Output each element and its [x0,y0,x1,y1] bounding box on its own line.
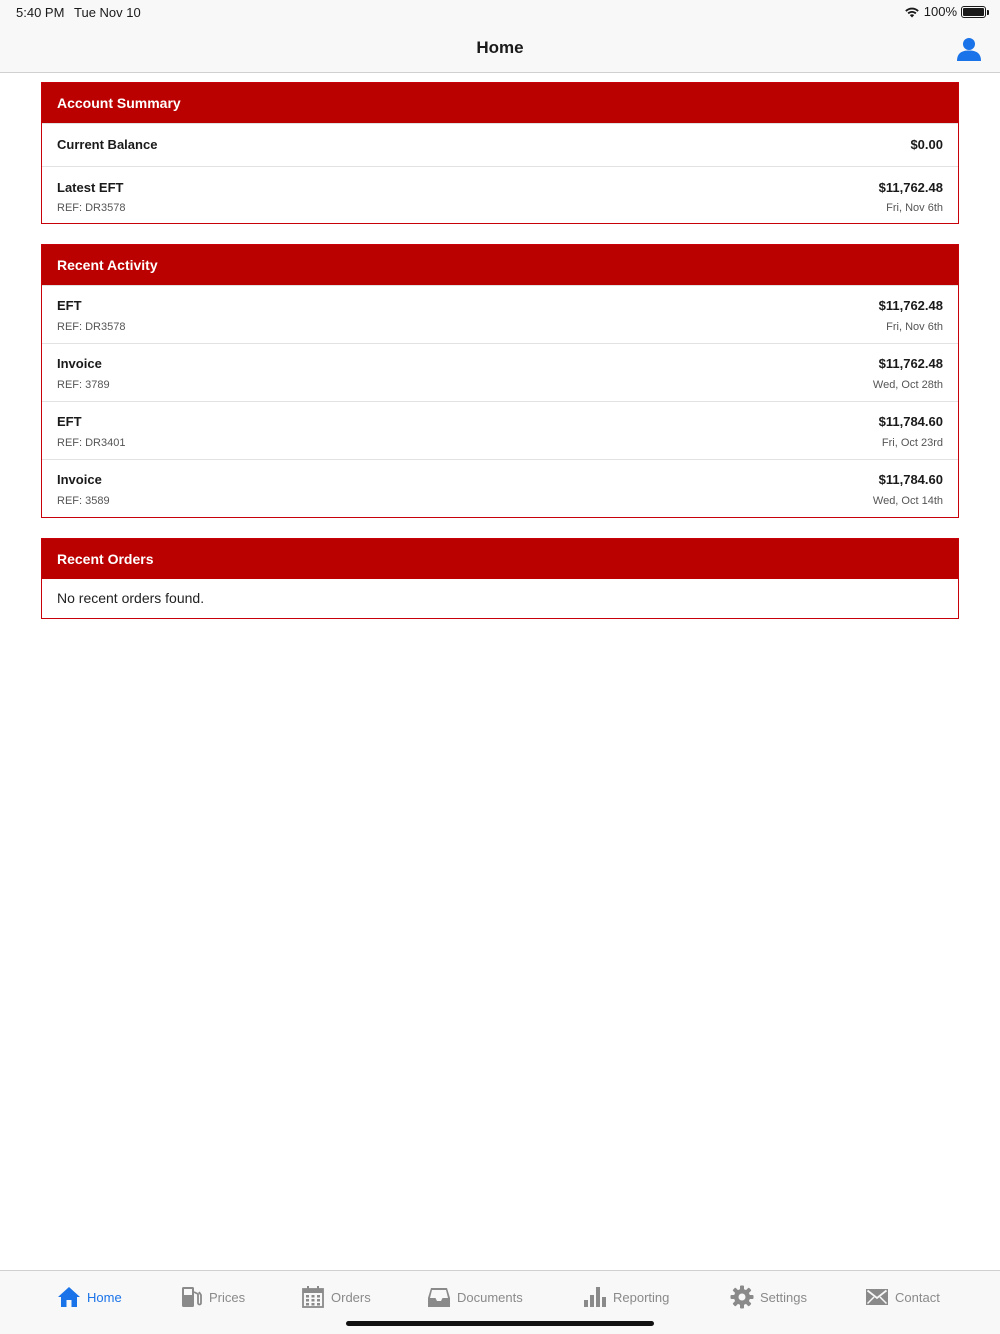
current-balance-label: Current Balance [57,137,158,152]
account-summary-header: Account Summary [42,83,958,123]
tab-label: Orders [331,1289,371,1305]
tab-label: Contact [895,1289,940,1305]
activity-type: Invoice [57,472,102,487]
activity-ref: REF: DR3578 [57,321,126,333]
tab-label: Settings [760,1289,807,1305]
activity-ref: REF: 3789 [57,379,110,391]
activity-type: Invoice [57,356,102,371]
activity-type: EFT [57,414,82,429]
latest-eft-ref: REF: DR3578 [57,202,126,214]
home-indicator[interactable] [346,1321,654,1326]
activity-date: Fri, Nov 6th [886,321,943,333]
tab-label: Reporting [613,1289,670,1305]
status-bar [0,0,1000,24]
tab-orders[interactable] [301,1283,371,1311]
wifi-icon [904,6,920,18]
activity-row[interactable] [42,459,958,517]
battery-percent: 100% [923,4,957,19]
activity-amount: $11,762.48 [878,356,943,371]
status-date: Tue Nov 10 [74,5,141,20]
recent-activity-header: Recent Activity [42,245,958,285]
navigation-bar [0,24,1000,73]
activity-date: Wed, Oct 28th [872,379,943,391]
no-orders-message: No recent orders found. [57,590,205,606]
activity-type: EFT [57,298,82,313]
activity-row[interactable] [42,343,958,401]
tab-contact[interactable] [865,1283,940,1311]
activity-amount: $11,762.48 [878,298,943,313]
tab-label: Home [87,1289,122,1305]
recent-orders-card [41,538,959,619]
activity-row[interactable] [42,401,958,459]
latest-eft-label: Latest EFT [57,180,124,195]
tab-label: Documents [457,1289,523,1305]
page-title: Home [476,38,524,57]
status-time: 5:40 PM [16,5,65,20]
tab-reporting[interactable] [583,1283,669,1311]
activity-ref: REF: DR3401 [57,437,126,449]
battery-icon [961,6,986,18]
user-icon [956,36,982,62]
tab-home[interactable] [57,1283,122,1311]
current-balance-row [42,123,958,166]
tab-documents[interactable] [427,1283,523,1311]
recent-orders-header: Recent Orders [42,539,958,579]
tab-prices[interactable] [179,1283,245,1311]
bar-chart-icon [583,1285,607,1309]
activity-amount: $11,784.60 [878,472,943,487]
envelope-icon [865,1285,889,1309]
status-right [904,4,986,19]
activity-date: Wed, Oct 14th [872,495,943,507]
fuel-pump-icon [179,1285,203,1309]
calendar-icon [301,1285,325,1309]
current-balance-value: $0.00 [910,137,943,152]
activity-date: Fri, Oct 23rd [881,437,943,449]
home-icon [57,1285,81,1309]
profile-button[interactable] [956,36,982,62]
latest-eft-amount: $11,762.48 [878,180,943,195]
activity-row[interactable] [42,285,958,343]
latest-eft-row[interactable] [42,166,958,223]
activity-ref: REF: 3589 [57,495,110,507]
main-content [41,82,959,639]
inbox-icon [427,1285,451,1309]
latest-eft-date: Fri, Nov 6th [886,202,943,214]
gear-icon [730,1285,754,1309]
tab-label: Prices [209,1289,246,1305]
account-summary-card [41,82,959,224]
tab-settings[interactable] [730,1283,807,1311]
recent-activity-card [41,244,959,518]
activity-amount: $11,784.60 [878,414,943,429]
